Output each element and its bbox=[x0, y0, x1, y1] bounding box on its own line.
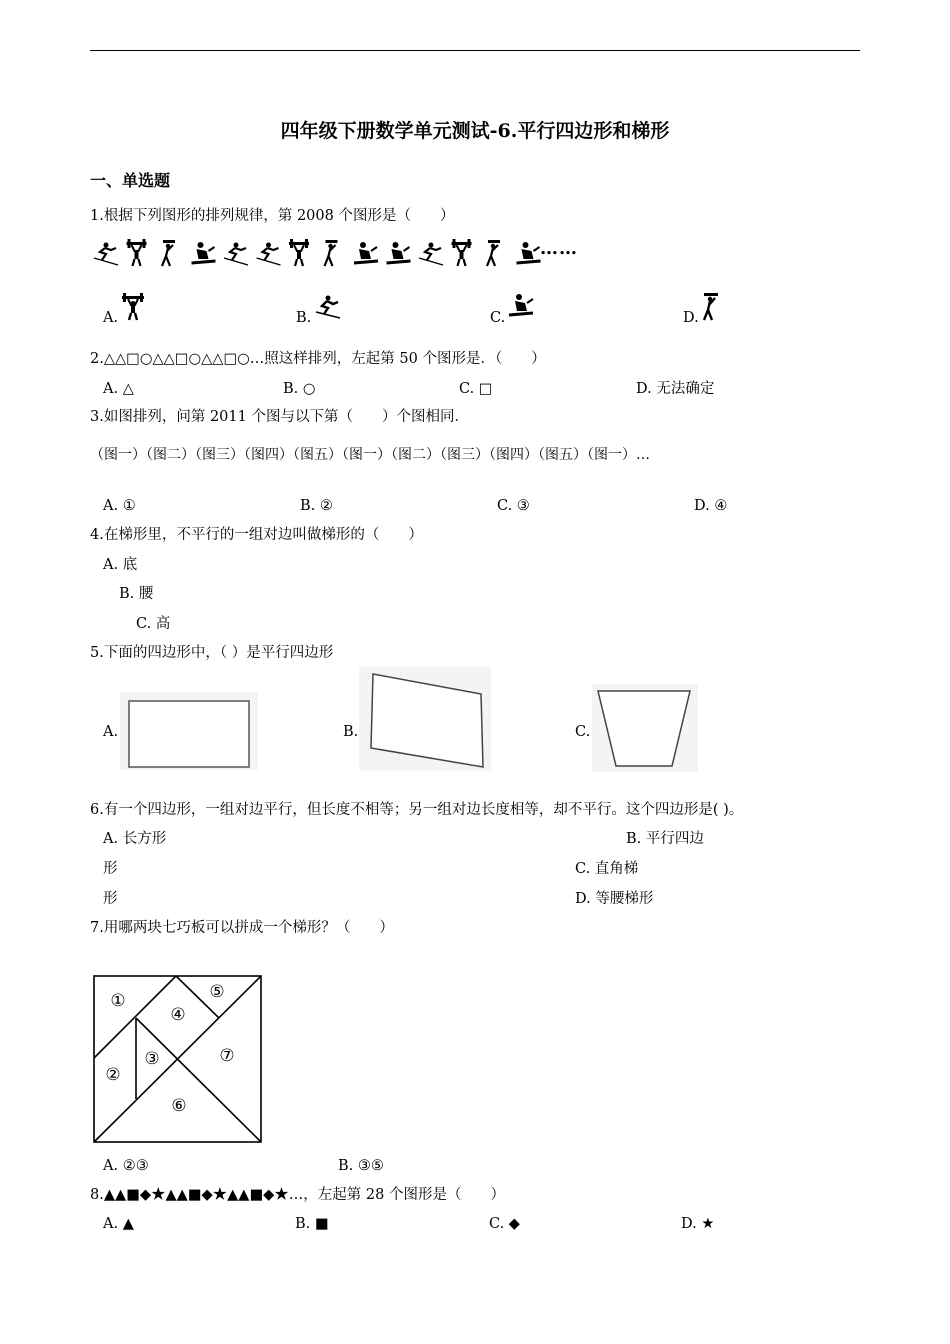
parallelogram-figure bbox=[359, 667, 491, 771]
q3-option-b[interactable]: B. ② bbox=[300, 498, 333, 514]
q8-option-a[interactable]: A. ▲ bbox=[103, 1216, 134, 1232]
tangram-label-6: ⑥ bbox=[171, 1096, 187, 1116]
skier-icon bbox=[94, 243, 118, 266]
trapezoid-figure bbox=[592, 684, 698, 772]
q4-option-c[interactable]: C. 高 bbox=[136, 616, 171, 632]
skier-icon bbox=[257, 243, 281, 266]
tangram-label-4: ④ bbox=[170, 1005, 186, 1025]
q5-stem: 5.下面的四边形中，（ ）是平行四边形 bbox=[90, 645, 334, 661]
tangram-label-3: ③ bbox=[144, 1049, 160, 1069]
q1-option-b[interactable]: B. bbox=[296, 310, 312, 326]
q5-option-c[interactable]: C. bbox=[575, 724, 591, 740]
skier-icon bbox=[224, 243, 248, 266]
q2-option-c[interactable]: C. □ bbox=[459, 381, 493, 397]
tangram-label-7: ⑦ bbox=[219, 1046, 235, 1066]
q2-option-b[interactable]: B. ○ bbox=[283, 381, 316, 397]
tangram-label-1: ① bbox=[110, 991, 126, 1011]
q5-option-b[interactable]: B. bbox=[343, 724, 359, 740]
skier-icon bbox=[419, 243, 443, 266]
q2-option-a[interactable]: A. △ bbox=[103, 381, 134, 397]
q6-stem: 6.有一个四边形，一组对边平行，但长度不相等；另一组对边长度相等，却不平行。这个四边形是( )。 bbox=[90, 802, 744, 818]
header-rule bbox=[90, 50, 860, 51]
q1-stem: 1.根据下列图形的排列规律，第 2008 个图形是（ ） bbox=[90, 208, 455, 224]
tangram-figure bbox=[92, 974, 264, 1144]
q3-stem: 3.如图排列，问第 2011 个图与以下第（ ）个图相同． bbox=[90, 409, 469, 425]
snowboarder-icon bbox=[507, 293, 535, 321]
q6-option-d[interactable]: D. 等腰梯形 bbox=[575, 891, 654, 907]
snowboarder-icon bbox=[387, 242, 411, 263]
q4-option-b[interactable]: B. 腰 bbox=[119, 586, 154, 602]
q1-option-a[interactable]: A. bbox=[103, 310, 119, 326]
q1-ellipsis: …… bbox=[540, 238, 578, 259]
runner-icon bbox=[162, 240, 175, 266]
skier-icon bbox=[314, 294, 342, 320]
q7-option-b[interactable]: B. ③⑤ bbox=[338, 1158, 384, 1174]
runner-icon bbox=[700, 293, 720, 321]
q7-stem: 7.用哪两块七巧板可以拼成一个梯形？（ ） bbox=[90, 920, 394, 936]
tangram-label-5: ⑤ bbox=[209, 982, 225, 1002]
section-heading: 一、单选题 bbox=[90, 171, 171, 190]
q8-option-b[interactable]: B. ■ bbox=[295, 1216, 329, 1232]
q4-option-a[interactable]: A. 底 bbox=[103, 557, 138, 573]
q3-option-a[interactable]: A. ① bbox=[103, 498, 136, 514]
q1-sequence-figures bbox=[92, 238, 552, 268]
q8-stem: 8.▲▲■◆★▲▲■◆★▲▲■◆★…，左起第 28 个图形是（ ） bbox=[90, 1187, 505, 1203]
weightlifter-icon bbox=[121, 293, 145, 321]
rectangle-figure bbox=[120, 692, 258, 770]
q6-option-c-wrap: 形 bbox=[103, 891, 118, 907]
q6-option-c[interactable]: C. 直角梯 bbox=[575, 861, 639, 877]
snowboarder-icon bbox=[192, 242, 216, 263]
q7-option-a[interactable]: A. ②③ bbox=[103, 1158, 149, 1174]
q8-option-d[interactable]: D. ★ bbox=[681, 1216, 715, 1232]
q3-option-d[interactable]: D. ④ bbox=[694, 498, 728, 514]
q3-sequence: （图一）（图二）（图三）（图四）（图五）（图一）（图二）（图三）（图四）（图五）（图一）… bbox=[90, 447, 650, 463]
page-title: 四年级下册数学单元测试-6.平行四边形和梯形 bbox=[280, 120, 670, 142]
runner-icon bbox=[487, 240, 500, 266]
runner-icon bbox=[325, 240, 338, 266]
q6-option-a[interactable]: A. 长方形 bbox=[103, 831, 167, 847]
q6-option-b-wrap: 形 bbox=[103, 861, 118, 877]
q4-stem: 4.在梯形里，不平行的一组对边叫做梯形的（ ） bbox=[90, 527, 423, 543]
q5-option-a[interactable]: A. bbox=[103, 724, 119, 740]
weightlifter-icon bbox=[289, 239, 309, 266]
weightlifter-icon bbox=[127, 239, 147, 266]
q1-option-c[interactable]: C. bbox=[490, 310, 506, 326]
snowboarder-icon bbox=[517, 242, 541, 263]
q2-stem: 2.△△□○△△□○△△□○…照这样排列，左起第 50 个图形是．（ ） bbox=[90, 351, 546, 367]
q3-option-c[interactable]: C. ③ bbox=[497, 498, 530, 514]
q2-option-d[interactable]: D. 无法确定 bbox=[636, 381, 715, 397]
snowboarder-icon bbox=[354, 242, 378, 263]
q8-option-c[interactable]: C. ◆ bbox=[489, 1216, 520, 1232]
q1-option-d[interactable]: D. bbox=[683, 310, 699, 326]
q6-option-b[interactable]: B. 平行四边 bbox=[626, 831, 704, 847]
tangram-label-2: ② bbox=[105, 1065, 121, 1085]
weightlifter-icon bbox=[452, 239, 472, 266]
